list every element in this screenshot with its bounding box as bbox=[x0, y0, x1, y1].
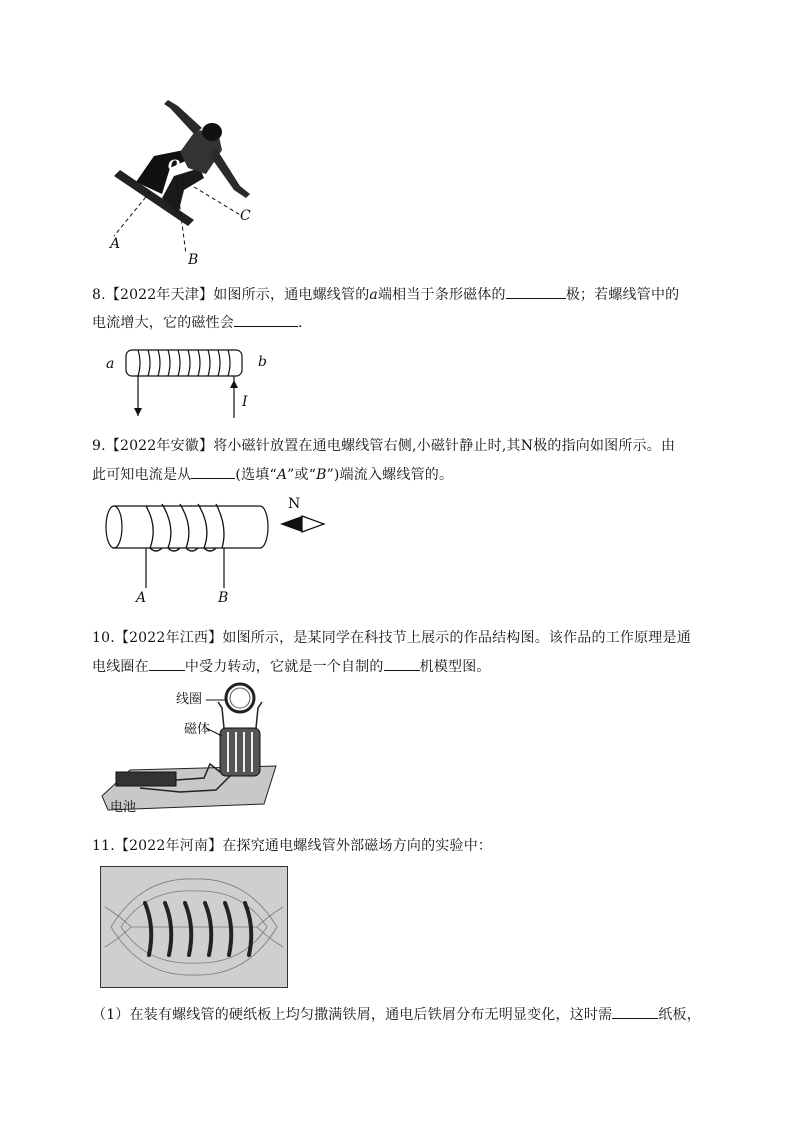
q11-line1: 11.【2022年河南】在探究通电螺线管外部磁场方向的实验中： bbox=[92, 838, 493, 854]
q10-motor-figure bbox=[100, 680, 290, 816]
point-A-label: A bbox=[110, 236, 121, 252]
q11-number: 11. bbox=[92, 838, 115, 854]
q10-number: 10. bbox=[92, 630, 115, 646]
q8-line2: 电流增大，它的磁性会 . bbox=[92, 312, 303, 333]
snowboard-illustration bbox=[96, 98, 266, 270]
q8-blank-magnetism[interactable] bbox=[234, 312, 298, 327]
snowboard-figure bbox=[96, 98, 266, 270]
point-B-label: B bbox=[188, 252, 199, 268]
q11-sub1: （1）在装有螺线管的硬纸板上均匀撒满铁屑，通电后铁屑分布无明显变化，这时需 纸板， bbox=[92, 1004, 701, 1025]
q9-source: 【2022年安徽】 bbox=[105, 438, 214, 454]
q8-fig-label-b: b bbox=[258, 354, 267, 370]
snowboarder-arm-down bbox=[210, 148, 250, 198]
q8-solenoid-coils bbox=[138, 350, 230, 376]
q11-blank-action[interactable] bbox=[612, 1004, 658, 1019]
q10-magnet-label: 磁体 bbox=[184, 722, 211, 737]
q9-needle-north bbox=[280, 516, 302, 532]
q9-blank-end[interactable] bbox=[191, 464, 235, 479]
q9-wire-A-label: A bbox=[136, 590, 147, 606]
q9-line2: 此可知电流是从 (选填“A”或“B”)端流入螺线管的。 bbox=[92, 464, 453, 485]
q11-iron-filings-photo bbox=[100, 866, 288, 988]
q8-blank-pole[interactable] bbox=[506, 284, 566, 299]
snowboarder-arm-up bbox=[164, 100, 202, 134]
q8-fig-label-a: a bbox=[106, 356, 115, 372]
q9-needle-N-label: N bbox=[288, 496, 301, 512]
point-C-label: C bbox=[240, 208, 251, 224]
q10-magnet-stack bbox=[220, 728, 260, 776]
q9-wire-B-label: B bbox=[218, 590, 229, 606]
q8-solenoid-tube bbox=[126, 350, 242, 376]
q10-line1: 10.【2022年江西】如图所示，是某同学在科技节上展示的作品结构图。该作品的工作原理是通 bbox=[92, 630, 691, 646]
q9-cylinder-end bbox=[106, 506, 122, 548]
q9-line1: 9.【2022年安徽】将小磁针放置在通电螺线管右侧,小磁针静止时,其N极的指向如图所示。由 bbox=[92, 438, 676, 454]
q10-line2: 电线圈在 中受力转动，它就是一个自制的 机模型图。 bbox=[92, 656, 491, 677]
q8-solenoid-diagram bbox=[100, 344, 280, 420]
q10-battery bbox=[116, 772, 176, 786]
q11-source: 【2022年河南】 bbox=[114, 838, 223, 854]
q8-source: 【2022年天津】 bbox=[105, 287, 214, 303]
q10-source: 【2022年江西】 bbox=[114, 630, 223, 646]
q10-support-left bbox=[218, 702, 224, 728]
q9-needle-south bbox=[302, 516, 324, 532]
q10-support-right bbox=[256, 702, 262, 728]
q10-blank-field[interactable] bbox=[149, 656, 185, 671]
q8-fig-label-current: I bbox=[242, 394, 248, 410]
q10-battery-label: 电池 bbox=[110, 800, 137, 815]
point-O-label: O bbox=[168, 158, 181, 174]
q9-coils bbox=[146, 504, 224, 551]
q10-coil-label: 线圈 bbox=[176, 692, 203, 707]
snowboarder-helmet bbox=[202, 123, 222, 141]
q8-number: 8. bbox=[92, 287, 106, 303]
q9-number: 9. bbox=[92, 438, 106, 454]
q11-filings-illustration bbox=[101, 867, 287, 987]
q10-blank-machine[interactable] bbox=[384, 656, 420, 671]
q8-arrow-up bbox=[230, 380, 238, 388]
q8-line1: 8.【2022年天津】如图所示，通电螺线管的a端相当于条形磁体的 极；若螺线管中的 bbox=[92, 284, 679, 305]
q9-cylinder-body bbox=[114, 506, 268, 548]
q8-solenoid-figure bbox=[100, 344, 280, 420]
q9-solenoid-figure bbox=[100, 494, 340, 610]
q8-arrow-down bbox=[134, 408, 142, 416]
